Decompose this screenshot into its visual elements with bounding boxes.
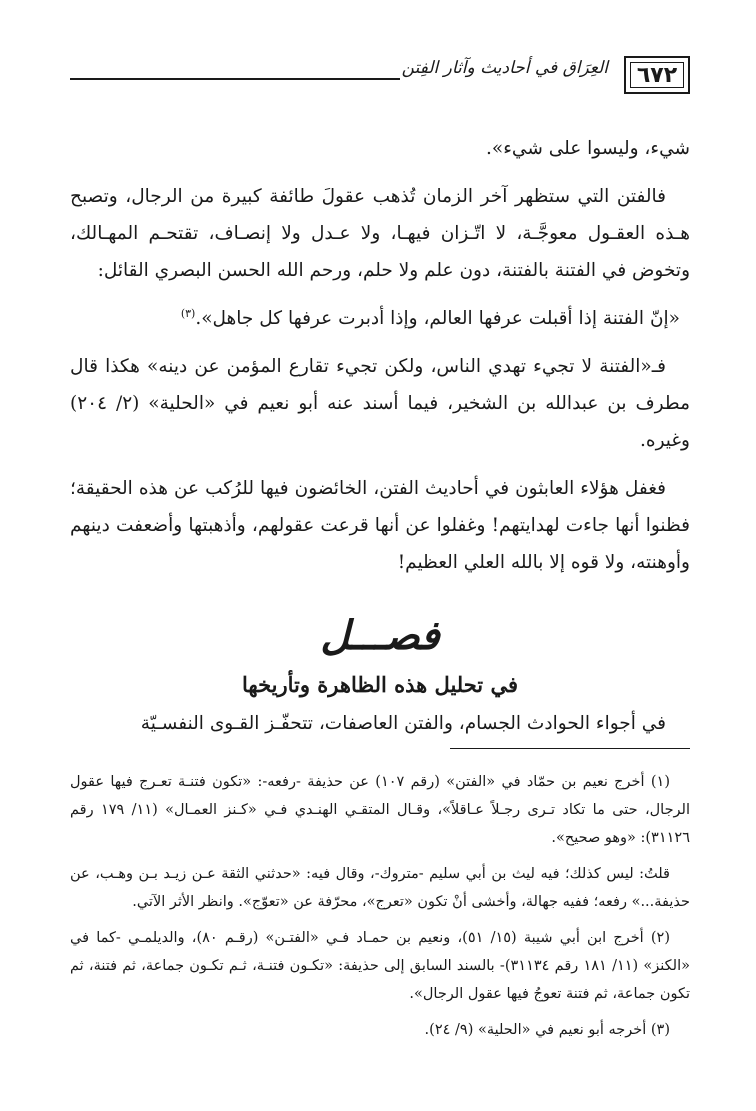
paragraph: فغفل هؤلاء العابثون في أحاديث الفتن، الخائضون فيها للرُكب عن هذه الحقيقة؛ فظنوا أنها جاءت لهدايتهم! وغفلوا عن أنها قرعت عقولهم، وأذهبتها وأضعفت دينهم وأوهنته، ولا قوه إلا بالله العلي العظيم! [70,478,690,573]
paragraph: في أجواء الحوادث الجسام، والفتن العاصفات، تتحفّـز القـوى النفسـيّة [140,713,666,734]
page-number: ٦٧٢ [624,56,690,94]
paragraph: فـ«الفتنة لا تجيء تهدي الناس، ولكن تجيء تقارع المؤمن عن دينه» هكذا قال مطرف بن عبدالله بن الشخير، فيما أسند عنه أبو نعيم في «الحلية» (٢/ ٢٠٤) وغيره. [70,356,690,451]
footnote: (٢) أخرج ابن أبي شيبة (١٥/ ٥١)، ونعيم بن حمـاد فـي «الفتـن» (رقـم ٨٠)، والديلمـي -كما في «الكنز» (١١/ ١٨١ رقم ٣١١٣٤)- بالسند السابق إلى حذيفة: «تكـون فتنـة، ثـم تكـون جماعة، ثم فتنة، ثم تكون جماعة، ثم فتنة تعوجُ فيها عقول الرجال». [70,930,690,1002]
footnote: قلتُ: ليس كذلك؛ فيه ليث بن أبي سليم -متروك-، وقال فيه: «حدثني الثقة عـن زيـد بـن وهـب، عن حذيفة...» رفعه؛ ففيه جهالة، وأخشى أنْ تكون «تعرج»، محرّفة عن «تعوّج». وانظر الأثر الآتي. [70,866,690,910]
paragraph [70,178,690,289]
footnote: (١) أخرج نعيم بن حمّاد في «الفتن» (رقم ١٠٧) عن حذيفة -رفعه-: «تكون فتنـة تعـرج فيها عقول الرجال، حتى ما تكاد تـرى رجـلاً عـاقلاً»، وقـال المتقـي الهنـدي فـي «كـنز العمـال» (١١/ ١٧٩ رقم ٣١١٢٦): «وهو صحيح». [70,774,690,846]
footnote-ref: (٣) [180,306,196,320]
quote [70,300,690,337]
page-header [70,56,690,96]
footnote: (٣) أخرجه أبو نعيم في «الحلية» (٩/ ٢٤). [424,1022,670,1038]
footnotes [70,768,690,1052]
paragraph-text: فالفتن التي ستظهر آخر الزمان تُذهب عقولَ طائفة كبيرة من الرجال، وتصبح هـذه العقـول معوجَّـة، لا اتّـزان فيهـا، ولا عـدل ولا إنصـاف، تقتحـم المهـالك، وتخوض في الفتنة بالفتنة، دون علم ولا حلم، ورحم الله الحسن البصري القائل: [70,186,690,281]
footnote-separator [450,748,690,749]
main-text [70,130,690,753]
section-subtitle: في تحليل هذه الظاهرة وتأريخها [241,672,518,697]
paragraph: شيء، وليسوا على شيء». [486,138,690,159]
header-rule [70,78,400,80]
quote-text: «إنّ الفتنة إذا أقبلت عرفها العالم، وإذا أدبرت عرفها كل جاهل». [195,308,680,329]
section-title: فصـــل [320,612,440,659]
running-title: العِرَاق في أحاديث وآثار الفِتن [401,58,608,78]
